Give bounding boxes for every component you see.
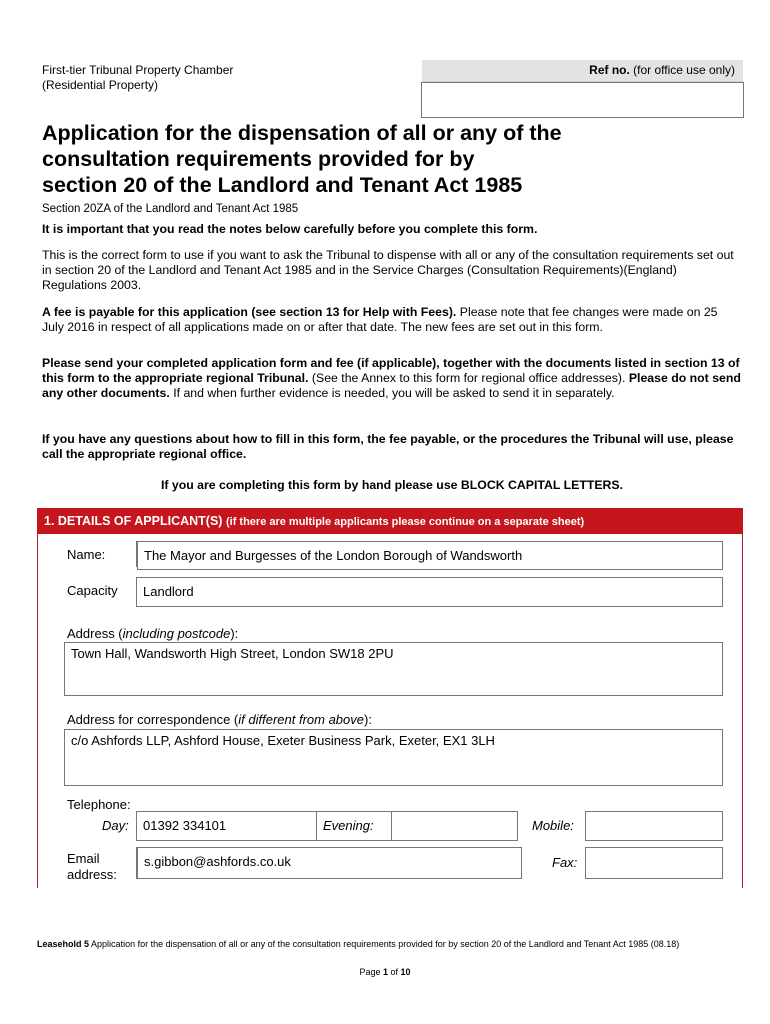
fee-paragraph	[42, 305, 742, 335]
tribunal-line-1: First-tier Tribunal Property Chamber	[42, 63, 234, 77]
capacity-label: Capacity	[67, 583, 118, 598]
day-label: Day:	[102, 818, 129, 833]
ref-no-note: (for office use only)	[633, 63, 735, 77]
important-note: It is important that you read the notes below carefully before you complete this form.	[42, 222, 538, 236]
page-number: Page 1 of 10	[359, 967, 411, 977]
title-line-3: section 20 of the Landlord and Tenant Act 1985	[42, 173, 523, 197]
fax-field[interactable]	[585, 847, 723, 879]
correspondence-address-label: Address for correspondence (if different from above):	[67, 712, 372, 727]
fax-label: Fax:	[552, 855, 578, 870]
footer-form-reference	[37, 939, 737, 950]
name-value: The Mayor and Burgesses of the London Borough of Wandsworth	[144, 548, 523, 563]
form-code: Leasehold 5	[37, 939, 90, 949]
correct-form-paragraph: This is the correct form to use if you want to ask the Tribunal to dispense with all or any of the consultation requirements set out in section 20 of the Landlord and Tenant Act 1985 and in the Service Charges (Consultation Requirements)(England) Regulations 2003.	[42, 248, 734, 292]
subtitle: Section 20ZA of the Landlord and Tenant Act 1985	[42, 203, 299, 215]
address-value: Town Hall, Wandsworth High Street, London SW18 2PU	[71, 646, 394, 661]
day-phone-value: 01392 334101	[143, 818, 227, 833]
capacity-value: Landlord	[143, 584, 194, 599]
section-1-header	[37, 508, 743, 534]
evening-label-cell	[317, 811, 391, 841]
email-field[interactable]	[137, 847, 522, 879]
send-paragraph	[42, 356, 742, 401]
form-title	[42, 120, 742, 198]
fee-bold: A fee is payable for this application (see section 13 for Help with Fees).	[42, 305, 457, 319]
capacity-field[interactable]	[136, 577, 723, 607]
fee-rest: Please note that fee changes were made on 25 July 2016 in respect of all applications made on or after that date. The new fees are set out in this form.	[42, 305, 718, 334]
name-field[interactable]	[137, 541, 723, 570]
ref-no-header	[422, 60, 743, 82]
block-capitals-note: If you are completing this form by hand please use BLOCK CAPITAL LETTERS.	[160, 478, 624, 492]
correspondence-address-field[interactable]	[64, 729, 723, 786]
address-label: Address (including postcode):	[67, 626, 239, 641]
form-description: Application for the dispensation of all or any of the consultation requirements provided for by section 20 of the Landlord and Tenant Act 1985 (08.18)	[91, 939, 680, 949]
send-bold-2: Please do not send any other documents.	[42, 371, 741, 400]
ref-no-label: Ref no.	[589, 63, 630, 77]
mobile-phone-field[interactable]	[585, 811, 723, 841]
email-value: s.gibbon@ashfords.co.uk	[144, 854, 291, 869]
section-1-note: (if there are multiple applicants please continue on a separate sheet)	[225, 516, 585, 528]
address-field[interactable]	[64, 642, 723, 696]
mobile-label: Mobile:	[532, 818, 574, 833]
questions-paragraph: If you have any questions about how to fill in this form, the fee payable, or the procedures the Tribunal will use, please call the appropriate regional office.	[42, 432, 734, 461]
evening-label: Evening:	[323, 818, 374, 833]
name-label: Name:	[67, 547, 106, 562]
evening-phone-field[interactable]	[391, 811, 518, 841]
email-label: Email address:	[67, 851, 117, 882]
tribunal-line-2: (Residential Property)	[42, 78, 159, 92]
tribunal-name	[42, 63, 233, 93]
ref-no-field[interactable]	[421, 82, 744, 118]
send-rest-1: (See the Annex to this form for regional office addresses).	[311, 371, 626, 385]
day-phone-field[interactable]	[136, 811, 317, 841]
send-rest-2: If and when further evidence is needed, you will be asked to send it in separately.	[173, 386, 615, 400]
send-bold: Please send your completed application form and fee (if applicable), together with the documents listed in section 13 of this form to the appropriate regional Tribunal.	[42, 356, 740, 385]
correspondence-address-value: c/o Ashfords LLP, Ashford House, Exeter Business Park, Exeter, EX1 3LH	[71, 733, 495, 748]
title-line-1: Application for the dispensation of all or any of the	[42, 121, 562, 145]
section-1-title: 1. DETAILS OF APPLICANT(S)	[44, 514, 223, 528]
title-line-2: consultation requirements provided for by	[42, 147, 475, 171]
telephone-label: Telephone:	[67, 797, 131, 812]
